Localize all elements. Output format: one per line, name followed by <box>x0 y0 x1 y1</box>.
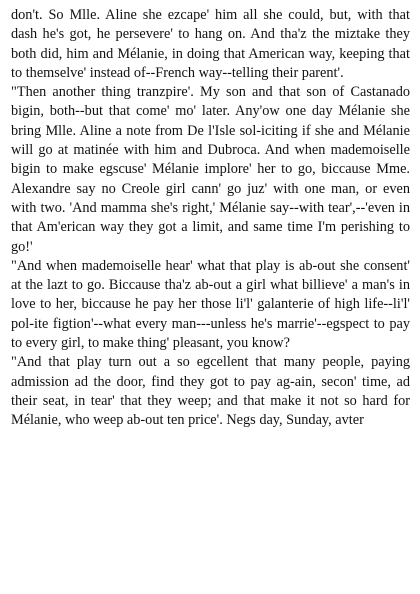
paragraph: "And that play turn out a so egcellent that many people, paying admission ad the door, find they got to pay ag-ain, secon' time, ad their seat, in tear' that they weep; and that make it not so hard for Mélanie, who weep ab-out ten price'. Negs day, Sunday, avter <box>11 354 410 429</box>
paragraph: "Then another thing tranzpire'. My son and that son of Castanado bigin, both--but that come' mo' later. Any'ow one day Mélanie she bring Mlle. Aline a note from De l'Isle sol-iciting if she and Mélanie will go at matinée with him and Dubroca. And when mademoiselle bigin to make egscuse' Mélanie implore' her to go, biccause Mme. Alexandre say no Creole girl cann' go juz' with one man, or even with two. 'And mamma she's right,' Mélanie say--with tear',--'even in that Am'erican way they got a limit, and same time I'm perishing to go!' <box>11 84 410 255</box>
paragraph: don't. So Mlle. Aline she ezcape' him all she could, but, with that dash he's got, he persevere' to hang on. And tha'z the miztake they both did, him and Mélanie, in doing that American way, keeping that to themselve' instead of--French way--telling their parent'. <box>11 7 410 81</box>
paragraph: "And when mademoiselle hear' what that play is ab-out she consent' at the lazt to go. Biccause tha'z ab-out a girl what billieve' a man's in love to her, biccause he pay her those li'l' galanterie of high life--li'l' pol-ite figtion'--what every man---unless he's marrie'--egspect to pay to every girl, to make thing' pleasant, you know? <box>11 257 410 352</box>
